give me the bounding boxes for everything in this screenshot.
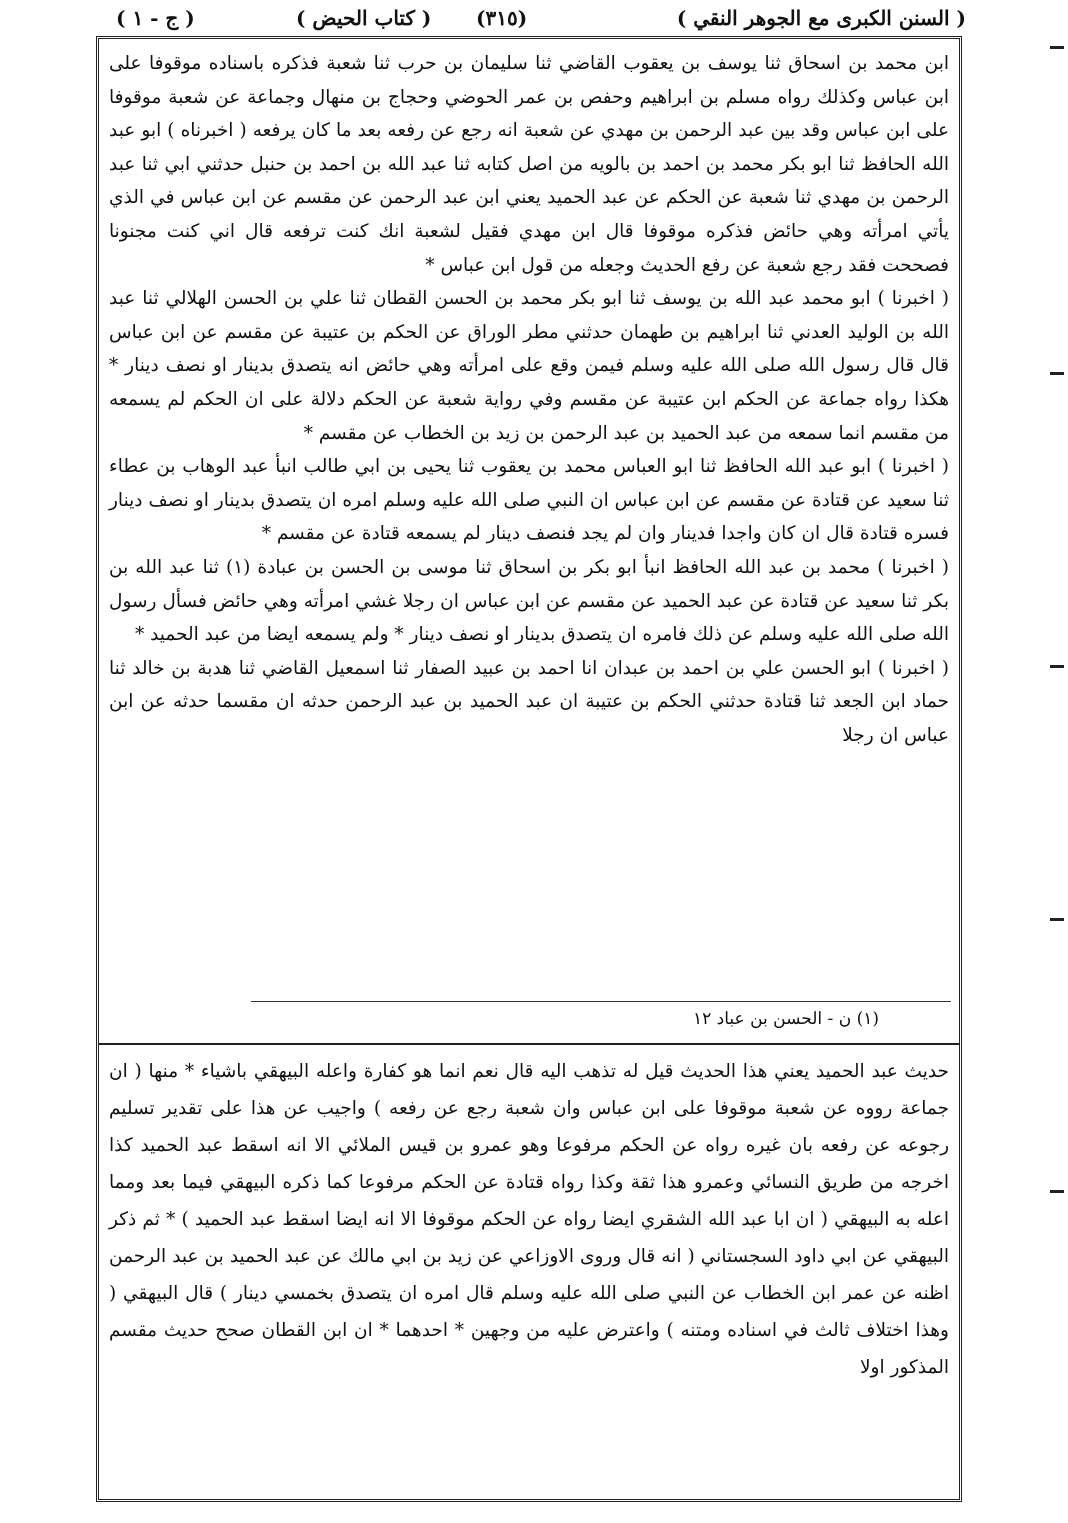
- commentary-paragraph: حديث عبد الحميد يعني هذا الحديث قيل له تذهب اليه قال نعم انما هو كفارة واعله البيهقي باشياء * منها ( ان جماعة رووه عن شعبة موقوفا على ابن عباس وان شعبة رجع عن رفعه ) واجيب عن هذا على تقدير تسليم رجوعه عن رفعه بان غيره رواه عن الحكم مرفوعا وهو عمرو بن قيس الملائي الا انه اسقط عبد الحميد كذا اخرجه من طريق النسائي وعمرو هذا ثقة وكذا رواه قتادة عن الحكم مرفوعا كما ذكره البيهقي فيما بعد ومما اعله به البيهقي ( ان ابا عبد الله الشقري ايضا رواه عن الحكم موقوفا الا انه ايضا اسقط عبد الحميد ) * ثم ذكر البيهقي عن ابي داود السجستاني ( انه قال وروى الاوزاعي عن زيد بن ابي مالك عن عبد الحميد بن عبد الرحمن اظنه عن عمر ابن الخطاب عن النبي صلى الله عليه وسلم قال امره ان يتصدق بخمسي دينار ) قال البيهقي ( وهذا اختلاف ثالث في اسناده ومتنه ) واعترض عليه من وجهين * احدهما * ان ابن القطان صحح حديث مقسم المذكور اولا: [109, 1061, 949, 1378]
- main-paragraph: ( اخبرنا ) ابو عبد الله الحافظ ثنا ابو العباس محمد بن يعقوب ثنا يحيى بن ابي طالب انبأ عبد الوهاب بن عطاء ثنا سعيد عن قتادة عن مقسم عن ابن عباس ان النبي صلى الله عليه وسلم امره ان يتصدق بدينار او نصف دينار فسره قتادة قال ان كان واجدا فدينار وان لم يجد فنصف دينار لم يسمعه قتادة عن مقسم *: [109, 456, 949, 545]
- margin-mark: [1050, 665, 1064, 668]
- main-paragraph: ( اخبرنا ) ابو الحسن علي بن احمد بن عبدان انا احمد بن عبيد الصفار ثنا اسمعيل القاضي ثنا هدبة بن خالد ثنا حماد ابن الجعد ثنا قتادة حدثني الحكم بن عتيبة ان عبد الحميد بن عبد الرحمن حدثه ان مقسما حدثه عن ابن عباس ان رجلا: [109, 657, 949, 746]
- margin-mark: [1050, 918, 1064, 921]
- margin-mark: [1050, 372, 1064, 375]
- volume-number: ( ج - ١ ): [116, 6, 195, 30]
- commentary-divider: [99, 1043, 959, 1045]
- main-paragraph: ( اخبرنا ) محمد بن عبد الله الحافظ انبأ ابو بكر بن اسحاق ثنا موسى بن الحسن بن عبادة (١) ثنا عبد الله بن بكر ثنا سعيد عن قتادة عن عبد الحميد عن مقسم عن ابن عباس ان رجلا غشي امرأته وهي حائض فسأل رسول الله صلى الله عليه وسلم عن ذلك فامره ان يتصدق بدينار او نصف دينار * ولم يسمعه ايضا من عبد الحميد *: [109, 556, 949, 646]
- main-paragraph: ( اخبرنا ) ابو محمد عبد الله بن يوسف ثنا ابو بكر محمد بن الحسن القطان ثنا علي بن الحسن الهلالي ثنا عبد الله بن الوليد العدني ثنا ابراهيم بن طهمان حدثني مطر الوراق عن الحكم بن عتيبة عن مقسم عن ابن عباس قال قال رسول الله صلى الله عليه وسلم فيمن وقع على امرأته وهي حائض انه يتصدق بدينار او نصف دينار * هكذا رواه جماعة عن الحكم ابن عتيبة عن مقسم وفي رواية شعبة عن الحكم دلالة على ان الحكم لم يسمعه من مقسم انما سمعه من عبد الحميد بن عبد الرحمن بن زيد بن الخطاب عن مقسم *: [109, 288, 949, 444]
- commentary-text: [109, 1053, 949, 1386]
- chapter-title: ( كتاب الحيض ): [296, 6, 432, 30]
- margin-mark: [1050, 46, 1064, 49]
- page-number: (٣١٥): [476, 6, 528, 30]
- main-text: [109, 47, 949, 752]
- main-paragraph: ابن محمد بن اسحاق ثنا يوسف بن يعقوب القاضي ثنا سليمان بن حرب ثنا شعبة فذكره باسناده موقوفا على ابن عباس وكذلك رواه مسلم بن ابراهيم وحفص بن عمر الحوضي وحجاج بن منهال وجماعة عن شعبة موقوفا على ابن عباس وقد بين عبد الرحمن بن مهدي عن شعبة انه رجع عن رفعه بعد ما كان يرفعه ( اخبرناه ) ابو عبد الله الحافظ ثنا ابو بكر محمد بن احمد بن بالويه من اصل كتابه ثنا عبد الله بن احمد بن حنبل حدثني ابي ثنا عبد الرحمن بن مهدي ثنا شعبة عن الحكم عن عبد الحميد يعني ابن عبد الرحمن عن مقسم عن ابن عباس في الذي يأتي امرأته وهي حائض فذكره موقوفا قال ابن مهدي فقيل لشعبة انك كنت ترفعه قال اني كنت مجنونا فصححت فقد رجع شعبة عن رفع الحديث وجعله من قول ابن عباس *: [109, 53, 949, 276]
- running-book-title: ( السنن الكبرى مع الجوهر النقي ): [676, 6, 966, 30]
- footnote: (١) ن - الحسن بن عباد ١٢: [692, 1009, 879, 1029]
- page-frame: [96, 36, 962, 1502]
- footnote-divider: [251, 1001, 951, 1002]
- page-header: [96, 2, 966, 36]
- margin-mark: [1050, 1190, 1064, 1193]
